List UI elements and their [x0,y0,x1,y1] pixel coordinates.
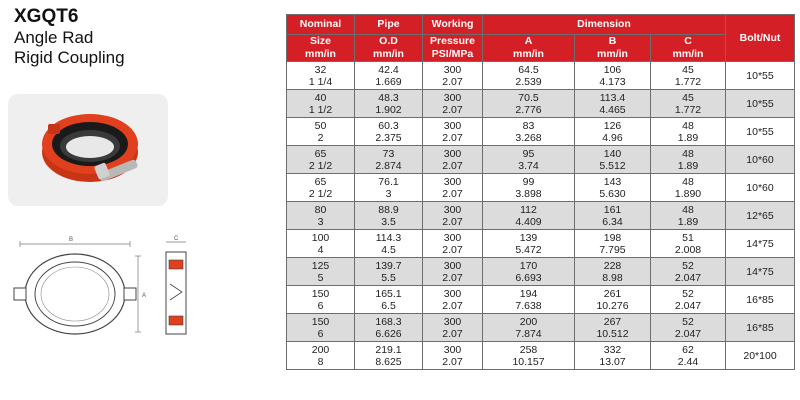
cell-size [287,62,355,90]
cell-a [483,146,575,174]
cell-bolt: 14*75 [726,230,795,258]
cell-wp-line1: 300 [443,91,462,104]
cell-wp-line2: 2.07 [442,271,463,284]
cell-wp-line2: 2.07 [442,131,463,144]
cell-od-line1: 114.3 [375,231,402,244]
cell-a-line2: 7.638 [515,299,542,312]
header-nominal-unit: Size mm/in [287,35,355,62]
product-name-line2: Rigid Coupling [14,48,125,67]
cell-c-line2: 1.89 [677,159,699,172]
cell-wp [423,146,483,174]
cell-wp [423,90,483,118]
cell-wp [423,286,483,314]
cell-size [287,286,355,314]
cell-b-line2: 10.276 [596,299,629,312]
cell-od-line2: 8.625 [375,355,402,368]
cell-a-line1: 112 [520,203,537,216]
cell-size [287,314,355,342]
header-working: Working [423,15,483,35]
cell-wp [423,202,483,230]
cell-size-line1: 65 [314,175,327,188]
cell-b [575,118,651,146]
dim-label-c: C [174,236,179,242]
cell-size-line1: 200 [311,343,330,356]
cell-size-line1: 100 [311,231,330,244]
cell-c [651,258,726,286]
cell-a [483,230,575,258]
cell-a [483,258,575,286]
cell-size-line2: 6 [317,327,324,340]
cell-b-line1: 161 [603,203,622,216]
cell-c-line2: 2.047 [674,327,702,340]
cell-od-line2: 3 [385,187,392,200]
cell-od-line1: 42.4 [378,63,399,76]
cell-a-line1: 64.5 [518,63,539,76]
cell-size-line1: 80 [314,203,327,216]
cell-b-line2: 4.465 [599,103,626,116]
cell-a-line1: 83 [522,119,535,132]
technical-drawing [6,232,196,352]
cell-b-line2: 4.96 [602,131,623,144]
table-row [287,342,795,370]
table-row [287,230,795,258]
cell-od [355,314,423,342]
cell-od-line2: 1.902 [375,103,402,116]
cell-a-line2: 4.409 [515,215,542,228]
cell-size [287,90,355,118]
cell-wp-line2: 2.07 [442,243,463,256]
dim-label-b: B [69,237,74,243]
cell-size-line1: 65 [314,147,327,160]
cell-od [355,62,423,90]
cell-wp-line1: 300 [443,231,462,244]
cell-size [287,174,355,202]
table-row [287,202,795,230]
cell-bolt: 16*85 [726,314,795,342]
cell-a-line2: 2.539 [515,75,542,88]
cell-a-line1: 95 [522,147,535,160]
cell-wp [423,342,483,370]
cell-od-line2: 2.375 [375,131,402,144]
cell-a [483,118,575,146]
cell-b [575,146,651,174]
cell-wp [423,118,483,146]
cell-a-line2: 10.157 [512,355,545,368]
cell-b-line1: 228 [603,259,622,272]
cell-size-line2: 2 1/2 [308,187,333,200]
cell-b-line2: 5.630 [599,187,626,200]
cell-wp-line2: 2.07 [442,215,463,228]
product-photo [8,94,168,206]
cell-size-line1: 40 [314,91,327,104]
cell-size-line2: 3 [317,215,324,228]
cell-size-line1: 150 [311,287,330,300]
cell-b-line2: 8.98 [602,271,623,284]
cell-a-line1: 170 [519,259,538,272]
cell-size [287,118,355,146]
cell-wp-line1: 300 [443,203,462,216]
cell-c [651,202,726,230]
cell-wp [423,62,483,90]
cell-c [651,146,726,174]
table-row [287,90,795,118]
cell-bolt: 14*75 [726,258,795,286]
cell-b-line1: 332 [603,343,622,356]
cell-od-line1: 139.7 [375,259,402,272]
cell-b [575,62,651,90]
cell-b-line1: 198 [603,231,622,244]
cell-bolt: 12*65 [726,202,795,230]
cell-b-line1: 143 [603,175,622,188]
cell-wp-line1: 300 [443,63,462,76]
cell-b [575,202,651,230]
cell-size-line2: 1 1/4 [308,75,333,88]
cell-c-line2: 2.008 [674,243,702,256]
cell-b [575,90,651,118]
cell-b-line1: 106 [603,63,622,76]
cell-b-line1: 261 [603,287,622,300]
header-nominal: Nominal [287,15,355,35]
cell-od [355,286,423,314]
cell-size [287,202,355,230]
cell-wp-line1: 300 [443,315,462,328]
cell-od-line2: 2.874 [375,159,402,172]
cell-od-line2: 3.5 [381,215,396,228]
product-model: XGQT6 [14,6,79,27]
cell-size-line2: 5 [317,271,324,284]
table-row [287,174,795,202]
cell-a [483,202,575,230]
cell-b-line1: 126 [603,119,622,132]
product-name-line1: Angle Rad [14,28,94,47]
cell-c [651,286,726,314]
cell-bolt: 10*55 [726,118,795,146]
cell-c-line1: 51 [682,231,694,244]
cell-od [355,174,423,202]
header-dimension: Dimension [483,15,726,35]
cell-od [355,230,423,258]
cell-size [287,230,355,258]
cell-size [287,342,355,370]
header-b: B mm/in [575,35,651,62]
cell-wp-line1: 300 [443,259,462,272]
cell-a-line1: 200 [519,315,538,328]
cell-c [651,90,726,118]
cell-a [483,62,575,90]
cell-od-line2: 4.5 [381,243,396,256]
table-row [287,146,795,174]
header-pipe: Pipe [355,15,423,35]
cell-od [355,118,423,146]
cell-wp-line1: 300 [443,343,462,356]
cell-c [651,174,726,202]
cell-od-line2: 1.669 [375,75,402,88]
cell-c-line1: 62 [682,343,694,356]
cell-c-line1: 45 [682,63,694,76]
cell-a-line2: 7.874 [515,327,542,340]
cell-od-line1: 219.1 [375,343,402,356]
cell-wp [423,258,483,286]
cell-od-line1: 48.3 [378,91,399,104]
table-row [287,286,795,314]
cell-a-line1: 139 [519,231,538,244]
cell-a [483,342,575,370]
coupling-drawing-icon [6,232,196,352]
cell-wp-line1: 300 [443,175,462,188]
cell-b [575,258,651,286]
spec-table [286,14,795,370]
cell-b [575,314,651,342]
cell-b-line1: 267 [603,315,622,328]
cell-wp-line2: 2.07 [442,355,463,368]
cell-size-line1: 150 [311,315,330,328]
cell-c-line2: 1.890 [674,187,702,200]
cell-b-line2: 10.512 [596,327,629,340]
table-row [287,258,795,286]
cell-c [651,314,726,342]
cell-a-line2: 3.74 [518,159,539,172]
cell-a-line1: 99 [522,175,535,188]
cell-bolt: 20*100 [726,342,795,370]
table-row [287,62,795,90]
cell-wp-line2: 2.07 [442,299,463,312]
coupling-photo-icon [8,94,168,206]
cell-wp-line1: 300 [443,287,462,300]
product-title-block [14,6,125,68]
cell-c-line2: 2.047 [674,271,702,284]
cell-size [287,258,355,286]
cell-c-line2: 1.89 [677,131,699,144]
cell-size-line2: 4 [317,243,324,256]
cell-c-line2: 2.44 [677,355,699,368]
cell-wp [423,230,483,258]
cell-a-line1: 258 [519,343,538,356]
header-working-unit: Pressure PSI/MPa [423,35,483,62]
cell-wp [423,174,483,202]
cell-c [651,118,726,146]
cell-c-line2: 1.772 [674,75,702,88]
cell-size-line2: 8 [317,355,324,368]
cell-od-line1: 60.3 [378,119,399,132]
cell-a-line1: 70.5 [518,91,539,104]
cell-a [483,174,575,202]
cell-c-line1: 52 [682,315,694,328]
cell-od [355,202,423,230]
cell-b [575,342,651,370]
cell-size-line1: 50 [314,119,327,132]
cell-b-line1: 140 [603,147,622,160]
cell-c-line1: 48 [682,175,694,188]
cell-od-line1: 73 [382,147,395,160]
cell-b [575,174,651,202]
header-bolt-nut: Bolt/Nut [726,15,795,62]
cell-od-line1: 168.3 [375,315,402,328]
cell-size-line1: 32 [314,63,327,76]
cell-od-line1: 88.9 [378,203,399,216]
cell-wp-line2: 2.07 [442,103,463,116]
cell-b-line2: 5.512 [599,159,626,172]
cell-wp-line1: 300 [443,119,462,132]
cell-a [483,90,575,118]
cell-wp-line1: 300 [443,147,462,160]
cell-a-line2: 2.776 [515,103,542,116]
cell-bolt: 10*60 [726,174,795,202]
header-c: C mm/in [651,35,726,62]
cell-bolt: 16*85 [726,286,795,314]
cell-b [575,230,651,258]
cell-size-line2: 1 1/2 [308,103,333,116]
cell-c [651,62,726,90]
cell-size [287,146,355,174]
cell-c-line1: 48 [682,203,694,216]
cell-a-line2: 6.693 [515,271,542,284]
cell-od-line1: 76.1 [378,175,399,188]
cell-size-line2: 2 1/2 [308,159,333,172]
cell-bolt: 10*55 [726,90,795,118]
cell-wp-line2: 2.07 [442,327,463,340]
cell-wp [423,314,483,342]
spec-table-body [287,62,795,370]
cell-c-line2: 2.047 [674,299,702,312]
cell-a [483,286,575,314]
cell-bolt: 10*60 [726,146,795,174]
cell-b [575,286,651,314]
cell-a-line1: 194 [519,287,538,300]
cell-c [651,230,726,258]
cell-a [483,314,575,342]
cell-wp-line2: 2.07 [442,159,463,172]
cell-od-line2: 5.5 [381,271,396,284]
cell-c-line1: 52 [682,287,694,300]
cell-od [355,258,423,286]
cell-a-line2: 3.898 [515,187,542,200]
table-row [287,118,795,146]
cell-size-line2: 2 [317,131,324,144]
header-a: A mm/in [483,35,575,62]
cell-c-line1: 52 [682,259,694,272]
cell-wp-line2: 2.07 [442,187,463,200]
cell-od [355,146,423,174]
cell-b-line2: 6.34 [602,215,623,228]
cell-od-line2: 6.5 [381,299,396,312]
cell-wp-line2: 2.07 [442,75,463,88]
cell-c [651,342,726,370]
cell-b-line2: 4.173 [599,75,626,88]
cell-c-line1: 48 [682,147,694,160]
cell-size-line1: 125 [311,259,330,272]
cell-a-line2: 3.268 [515,131,542,144]
cell-bolt: 10*55 [726,62,795,90]
dim-label-a: A [142,293,147,299]
cell-c-line2: 1.89 [677,215,699,228]
cell-a-line2: 5.472 [515,243,542,256]
cell-b-line2: 13.07 [599,355,626,368]
table-row [287,314,795,342]
cell-c-line1: 45 [682,91,694,104]
cell-od-line1: 165.1 [375,287,402,300]
cell-od [355,90,423,118]
cell-size-line2: 6 [317,299,324,312]
cell-c-line2: 1.772 [674,103,702,116]
cell-b-line2: 7.795 [599,243,626,256]
cell-c-line1: 48 [682,119,694,132]
cell-b-line1: 113.4 [599,91,626,104]
header-pipe-unit: O.D mm/in [355,35,423,62]
cell-od-line2: 6.626 [375,327,402,340]
cell-od [355,342,423,370]
